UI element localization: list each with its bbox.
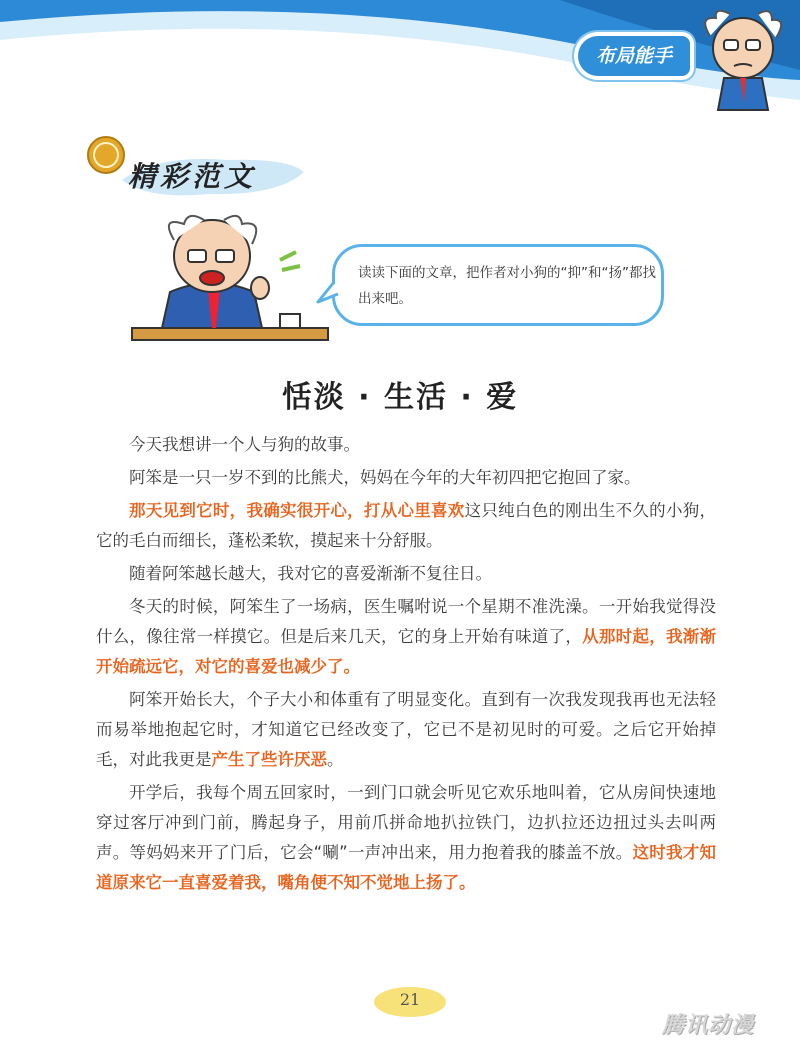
watermark: 腾讯动漫 — [662, 1013, 755, 1038]
paragraph-5 — [96, 592, 716, 682]
bubble-tail — [316, 280, 346, 310]
highlight-text: 那天见到它时，我确实很开心，打从心里喜欢 — [129, 501, 465, 520]
page-number: 21 — [399, 990, 421, 1009]
paragraph-1: 今天我想讲一个人与狗的故事。 — [129, 435, 360, 454]
paragraph-text: 这只纯白色的刚出生不久的小狗，它的毛白而细长，蓬松柔软，摸起来十分舒服。 — [96, 501, 717, 550]
paragraph-text: 开学后，我每个周五回家时，一到门口就会听见它欢乐地叫着，它从房间快速地穿过客厅冲到门前，腾起身子，用前爪拼命地扒拉铁门，边扒拉还边扭过头去叫两声。等妈妈来开了门后，它会“唰”一声冲出来，用力抱着我的膝盖不放。 — [96, 783, 716, 862]
paragraph-text: 冬天的时候，阿笨生了一场病，医生嘱咐说一个星期不准洗澡。一开始我觉得没什么，像往常一样摸它。但是后来几天，它的身上开始有味道了， — [96, 597, 716, 646]
paragraph-text: 阿笨开始长大，个子大小和体重有了明显变化。直到有一次我发现我再也无法轻而易举地抱起它时，才知道它已经改变了，它已不是初见时的可爱。之后它开始掉毛，对此我更是 — [96, 690, 716, 769]
essay-body — [96, 430, 716, 901]
paragraph-4: 随着阿笨越长越大，我对它的喜爱渐渐不复往日。 — [129, 564, 492, 583]
bubble-text: 读读下面的文章，把作者对小狗的“抑”和“扬”都找出来吧。 — [358, 265, 656, 307]
paragraph-text: 。 — [327, 750, 344, 769]
header-tag: 布局能手 — [578, 36, 690, 76]
paragraph-7 — [96, 778, 716, 898]
highlight-text: 产生了些许厌恶 — [211, 750, 327, 769]
paragraph-2: 阿笨是一只一岁不到的比熊犬，妈妈在今年的大年初四把它抱回了家。 — [129, 468, 641, 487]
section-title: 精彩范文 — [128, 160, 257, 193]
corner-character — [688, 6, 798, 118]
paragraph-3 — [96, 496, 716, 556]
paragraph-6 — [96, 685, 716, 775]
highlight-text: 从那时起，我渐渐开始疏远它，对它的喜爱也减少了。 — [96, 627, 717, 676]
teacher-character — [130, 210, 330, 355]
highlight-text: 这时我才知道原来它一直喜爱着我，嘴角便不知不觉地上扬了。 — [96, 843, 716, 892]
essay-title: 恬淡 · 生活 · 爱 — [281, 380, 519, 415]
